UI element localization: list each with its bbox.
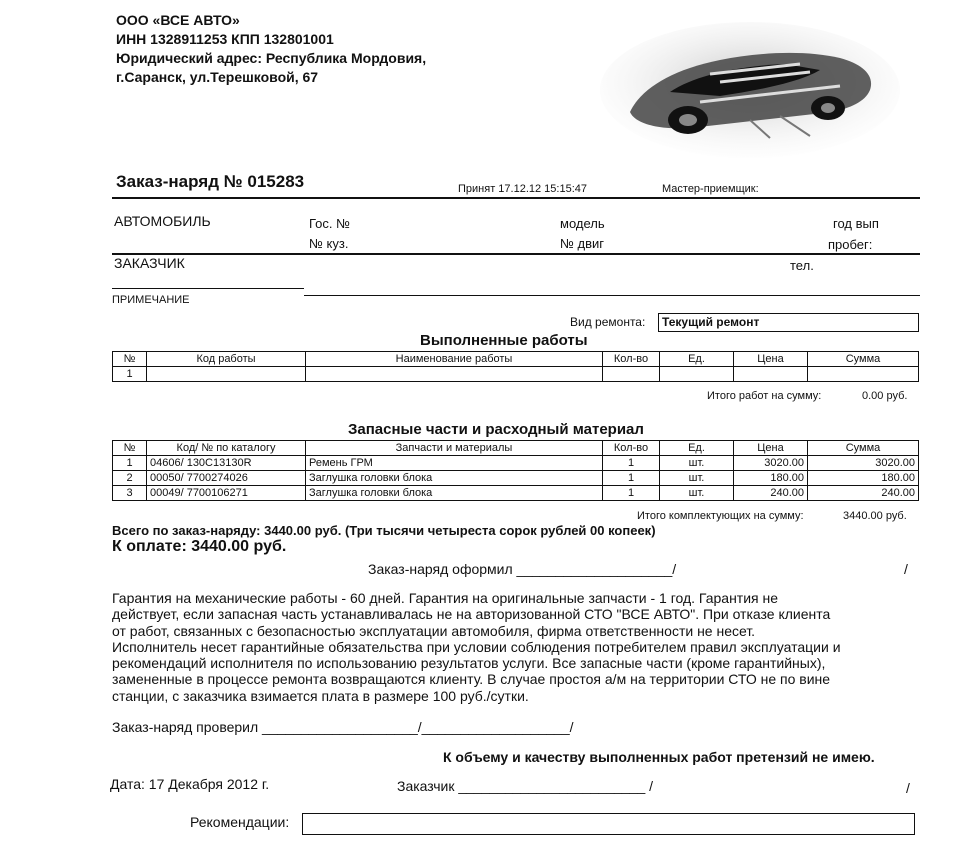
document-date: Дата: 17 Декабря 2012 г. — [110, 776, 270, 792]
table-cell: 00050/ 7700274026 — [147, 471, 306, 486]
column-header: Код/ № по каталогу — [147, 441, 306, 456]
table-header-row — [113, 352, 919, 367]
company-name: ООО «ВСЕ АВТО» — [116, 12, 240, 28]
table-cell: 240.00 — [808, 486, 919, 501]
table-cell — [306, 367, 603, 382]
works-table — [112, 351, 919, 382]
table-cell: шт. — [660, 456, 734, 471]
divider — [112, 197, 920, 199]
table-row — [113, 471, 919, 486]
table-cell: шт. — [660, 471, 734, 486]
table-cell: 3020.00 — [808, 456, 919, 471]
no-claims-statement: К объему и качеству выполненных работ претензий не имею. — [443, 749, 875, 765]
warranty-text: Гарантия на механические работы - 60 дней. Гарантия на оригинальные запчасти - 1 год. Гарантия не действует, если запасная часть устанавливалась не на авторизованной СТО "ВСЕ АВТО". При отказе клиента от работ, связанных с безопасностью эксплуатации автомобиля, фирма ответственности не несет. Исполнитель несет гарантийные обязательства при условии соблюдения потребителем правил эксплуатации и рекомендаций исполнителя по использованию результатов услуги. Все запасные части (кроме гарантийных), замененные в процессе ремонта возвращаются клиенту. В случае простоя а/м на территории СТО не по вине станции, с заказчика взимается плата в размере 100 руб./сутки. — [112, 590, 841, 704]
recommendations-label: Рекомендации: — [190, 814, 290, 830]
column-header: Наименование работы — [306, 352, 603, 367]
table-cell — [147, 367, 306, 382]
divider — [112, 288, 304, 289]
repair-type-box — [658, 313, 919, 332]
master-label: Мастер-приемщик: — [662, 183, 759, 195]
parts-title: Запасные части и расходный материал — [348, 421, 644, 438]
table-cell: 180.00 — [734, 471, 808, 486]
order-title: Заказ-наряд № 015283 — [116, 172, 305, 191]
table-cell: 240.00 — [734, 486, 808, 501]
parts-table — [112, 440, 919, 501]
column-header: Сумма — [808, 352, 919, 367]
model-label: модель — [560, 216, 605, 231]
table-cell — [603, 367, 660, 382]
table-cell: 1 — [113, 367, 147, 382]
recommendations-box — [302, 813, 915, 835]
table-cell: 2 — [113, 471, 147, 486]
company-address-line2: г.Саранск, ул.Терешковой, 67 — [116, 69, 319, 85]
table-cell: шт. — [660, 486, 734, 501]
phone-label: тел. — [790, 258, 814, 273]
sports-car-sketch-icon — [600, 20, 900, 165]
table-cell: 04606/ 130C13130R — [147, 456, 306, 471]
company-address-line1: Юридический адрес: Республика Мордовия, — [116, 50, 427, 66]
table-cell: 1 — [603, 486, 660, 501]
table-cell — [808, 367, 919, 382]
body-number-label: № куз. — [309, 236, 349, 251]
table-cell: Заглушка головки блока — [306, 486, 603, 501]
column-header: Кол-во — [603, 352, 660, 367]
company-inn-kpp: ИНН 1328911253 КПП 132801001 — [116, 31, 334, 47]
column-header: Кол-во — [603, 441, 660, 456]
column-header: Цена — [734, 441, 808, 456]
repair-type-label: Вид ремонта: — [570, 315, 646, 329]
parts-total-value: 3440.00 руб. — [843, 510, 907, 522]
table-row — [113, 486, 919, 501]
table-cell — [734, 367, 808, 382]
column-header: Цена — [734, 352, 808, 367]
table-cell — [660, 367, 734, 382]
repair-type-value: Текущий ремонт — [662, 315, 760, 329]
table-cell: 3 — [113, 486, 147, 501]
table-cell: Ремень ГРМ — [306, 456, 603, 471]
table-cell: 1 — [113, 456, 147, 471]
divider — [112, 253, 920, 255]
table-cell: 00049/ 7700106271 — [147, 486, 306, 501]
works-total-label: Итого работ на сумму: — [707, 390, 822, 402]
table-cell: 1 — [603, 456, 660, 471]
order-total-line: Всего по заказ-наряду: 3440.00 руб. (Три тысячи четыреста сорок рублей 00 копеек) — [112, 523, 656, 538]
note-label: ПРИМЕЧАНИЕ — [112, 294, 190, 306]
customer-signature: Заказчик ________________________ / — [397, 778, 654, 794]
column-header: Ед. — [660, 352, 734, 367]
accepted-datetime: Принят 17.12.12 15:15:47 — [458, 183, 587, 195]
column-header: № — [113, 352, 147, 367]
table-row — [113, 367, 919, 382]
customer-heading: ЗАКАЗЧИК — [114, 255, 185, 271]
gos-number-label: Гос. № — [309, 216, 351, 231]
parts-total-label: Итого комплектующих на сумму: — [637, 510, 804, 522]
table-cell: 1 — [603, 471, 660, 486]
column-header: Код работы — [147, 352, 306, 367]
table-cell: 3020.00 — [734, 456, 808, 471]
checked-by-signature: Заказ-наряд проверил ____________________/___________________/ — [112, 719, 574, 735]
vehicle-heading: АВТОМОБИЛЬ — [114, 213, 211, 229]
column-header: № — [113, 441, 147, 456]
works-total-value: 0.00 руб. — [862, 390, 908, 402]
column-header: Ед. — [660, 441, 734, 456]
table-row — [113, 456, 919, 471]
issued-by-signature-end: / — [904, 561, 908, 577]
to-pay-line: К оплате: 3440.00 руб. — [112, 538, 287, 555]
works-title: Выполненные работы — [420, 332, 588, 349]
column-header: Запчасти и материалы — [306, 441, 603, 456]
table-cell: 180.00 — [808, 471, 919, 486]
customer-signature-end: / — [906, 780, 910, 796]
issued-by-signature: Заказ-наряд оформил ____________________/ — [368, 561, 677, 577]
mileage-label: пробег: — [828, 237, 873, 252]
year-label: год вып — [833, 216, 879, 231]
engine-number-label: № двиг — [560, 236, 605, 251]
table-header-row — [113, 441, 919, 456]
column-header: Сумма — [808, 441, 919, 456]
table-cell: Заглушка головки блока — [306, 471, 603, 486]
divider — [304, 295, 920, 296]
